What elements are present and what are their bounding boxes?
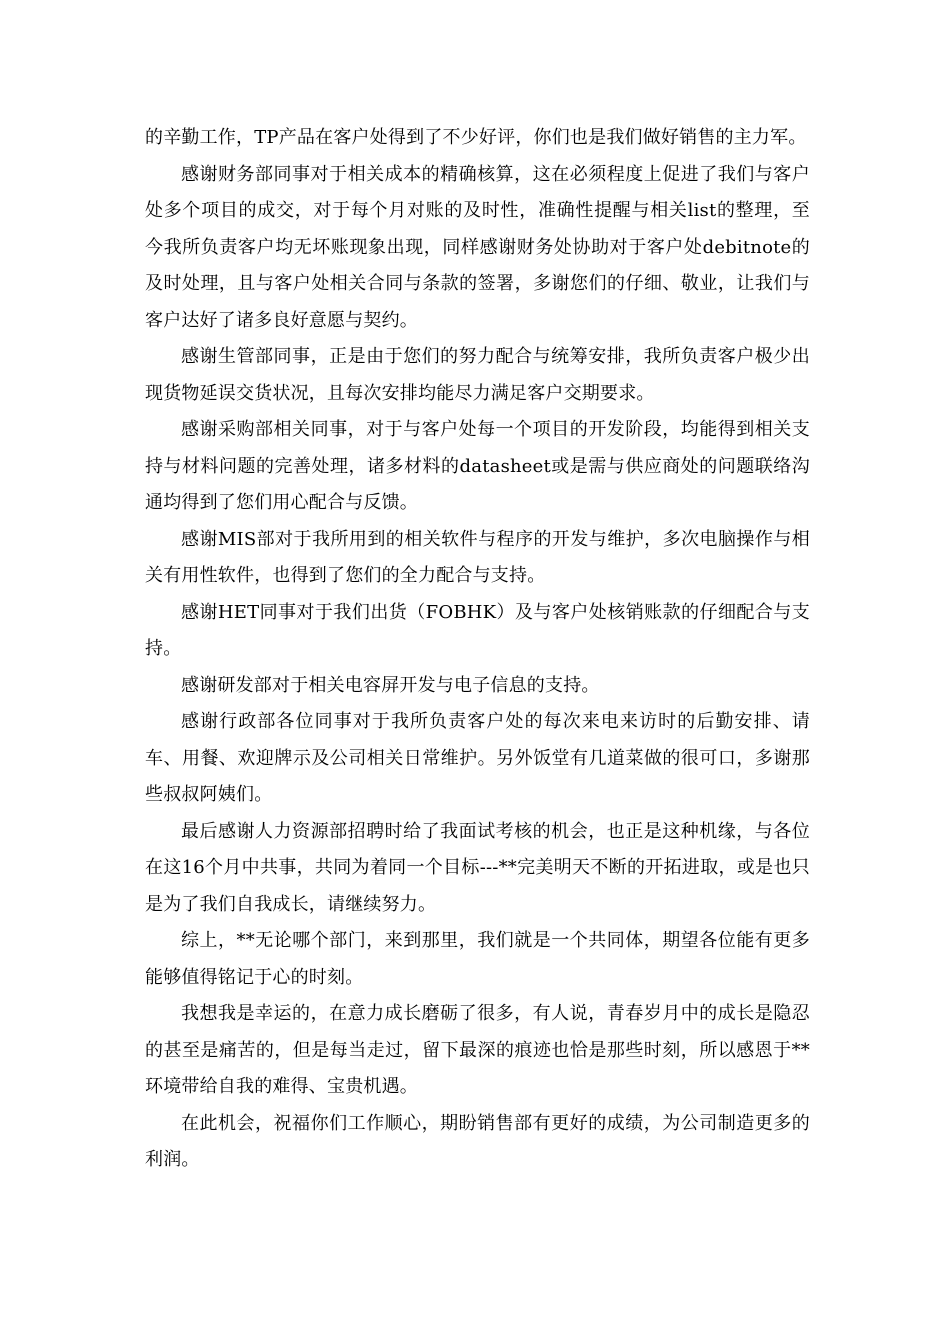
paragraph-finance-thanks: 感谢财务部同事对于相关成本的精确核算，这在必须程度上促进了我们与客户处多个项目的成交，对于每个月对账的及时性，准确性提醒与相关list的整理，至今我所负责客户均无坏账现象出现，同样感谢财务处协助对于客户处debitnote的及时处理，且与客户处相关合同与条款的签署，多谢您们的仔细、敬业，让我们与客户达好了诸多良好意愿与契约。 bbox=[145, 163, 810, 331]
paragraph-reflection: 我想我是幸运的，在意力成长磨砺了很多，有人说，青春岁月中的成长是隐忍的甚至是痛苦的，但是每当走过，留下最深的痕迹也恰是那些时刻，所以感恩于**环境带给自我的难得、宝贵机遇。 bbox=[145, 1003, 810, 1097]
paragraph-rd-thanks: 感谢研发部对于相关电容屏开发与电子信息的支持。 bbox=[181, 674, 600, 696]
document-body bbox=[145, 120, 810, 1179]
paragraph-purchasing-thanks: 感谢采购部相关同事，对于与客户处每一个项目的开发阶段，均能得到相关支持与材料问题的完善处理，诸多材料的datasheet或是需与供应商处的问题联络沟通均得到了您们用心配合与反馈。 bbox=[145, 419, 810, 513]
paragraph-admin-thanks: 感谢行政部各位同事对于我所负责客户处的每次来电来访时的后勤安排、请车、用餐、欢迎牌示及公司相关日常维护。另外饭堂有几道菜做的很可口，多谢那些叔叔阿姨们。 bbox=[145, 711, 810, 805]
paragraph-het-thanks: 感谢HET同事对于我们出货（FOBHK）及与客户处核销账款的仔细配合与支持。 bbox=[145, 601, 810, 659]
paragraph-production-thanks: 感谢生管部同事，正是由于您们的努力配合与统筹安排，我所负责客户极少出现货物延误交货状况，且每次安排均能尽力满足客户交期要求。 bbox=[145, 346, 810, 404]
paragraph-summary: 综上，**无论哪个部门，来到那里，我们就是一个共同体，期望各位能有更多能够值得铭记于心的时刻。 bbox=[145, 930, 810, 988]
paragraph-closing-wishes: 在此机会，祝福你们工作顺心，期盼销售部有更好的成绩，为公司制造更多的利润。 bbox=[145, 1112, 810, 1170]
paragraph-hr-thanks: 最后感谢人力资源部招聘时给了我面试考核的机会，也正是这种机缘，与各位在这16个月中共事，共同为着同一个目标---**完美明天不断的开拓进取，或是也只是为了我们自我成长，请继续努力。 bbox=[145, 820, 810, 915]
paragraph-mis-thanks: 感谢MIS部对于我所用到的相关软件与程序的开发与维护，多次电脑操作与相关有用性软件，也得到了您们的全力配合与支持。 bbox=[145, 528, 810, 586]
paragraph-continuation: 的辛勤工作，TP产品在客户处得到了不少好评，你们也是我们做好销售的主力军。 bbox=[145, 127, 807, 148]
